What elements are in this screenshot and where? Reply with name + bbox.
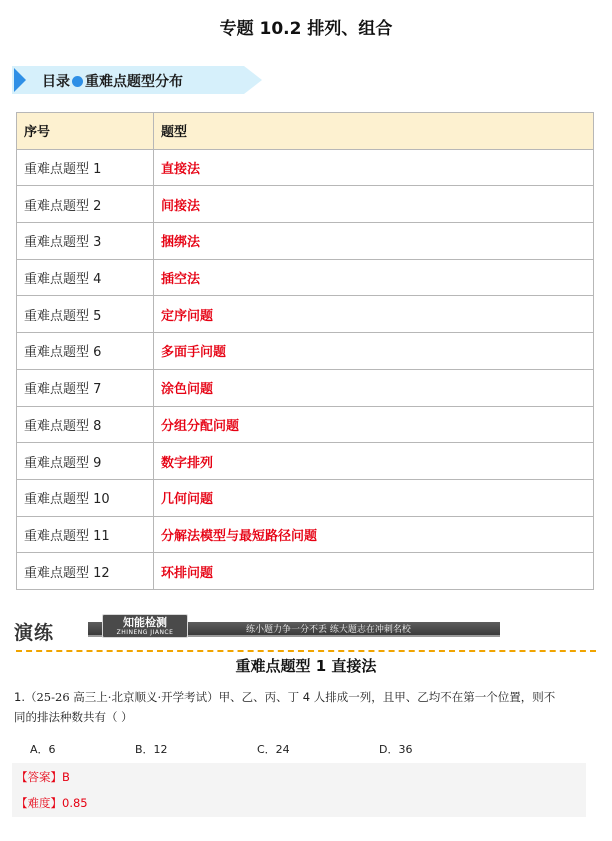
toc-label-suffix: 重难点题型分布 xyxy=(85,74,183,90)
toc-topic-cell: 分组分配问题 xyxy=(154,406,594,443)
toc-index-cell: 重难点题型 11 xyxy=(17,516,154,553)
toc-index-cell: 重难点题型 4 xyxy=(17,259,154,296)
toc-topic-cell: 分解法模型与最短路径问题 xyxy=(154,516,594,553)
difficulty-label: 【难度】 xyxy=(16,796,62,810)
table-row xyxy=(17,406,594,443)
toc-topic-cell: 环排问题 xyxy=(154,553,594,590)
question-source: （25-26 高三上·北京顺义·开学考试） xyxy=(24,690,219,704)
toc-index-cell: 重难点题型 1 xyxy=(17,149,154,186)
answer-box xyxy=(12,763,586,817)
table-row xyxy=(17,443,594,480)
question-line-1 xyxy=(14,687,598,707)
toc-index-cell: 重难点题型 9 xyxy=(17,443,154,480)
option-c: C．24 xyxy=(257,743,290,756)
question-text xyxy=(14,687,598,727)
toc-index-cell: 重难点题型 12 xyxy=(17,553,154,590)
toc-index-cell: 重难点题型 8 xyxy=(17,406,154,443)
toc-index-cell: 重难点题型 10 xyxy=(17,479,154,516)
toc-banner xyxy=(12,66,262,94)
document-title: 专题 10.2 排列、组合 xyxy=(219,19,393,39)
toc-header-topic: 题型 xyxy=(154,113,594,150)
option-d: D．36 xyxy=(379,743,413,756)
practice-tag-en: ZHINENG JIANCE xyxy=(116,629,174,636)
table-row xyxy=(17,479,594,516)
toc-index-cell: 重难点题型 5 xyxy=(17,296,154,333)
toc-topic-cell: 定序问题 xyxy=(154,296,594,333)
option-b: B．12 xyxy=(135,743,168,756)
question-number: 1. xyxy=(14,690,25,704)
practice-banner xyxy=(14,616,500,644)
table-row xyxy=(17,369,594,406)
table-row xyxy=(17,186,594,223)
question-line-2: 同的排法种数共有（ ） xyxy=(14,710,133,724)
practice-tag-zh: 知能检测 xyxy=(123,616,167,629)
difficulty-value: 0.85 xyxy=(62,796,88,810)
toc-index-cell: 重难点题型 7 xyxy=(17,369,154,406)
toc-topic-cell: 几何问题 xyxy=(154,479,594,516)
toc-topic-cell: 数字排列 xyxy=(154,443,594,480)
toc-topic-cell: 间接法 xyxy=(154,186,594,223)
answer-value: B xyxy=(62,770,70,784)
table-row xyxy=(17,333,594,370)
table-row xyxy=(17,149,594,186)
bullet-dot-icon xyxy=(72,76,83,87)
practice-big-text: 演练 xyxy=(14,622,55,644)
section-heading: 重难点题型 1 直接法 xyxy=(235,657,377,675)
toc-topic-cell: 插空法 xyxy=(154,259,594,296)
toc-index-cell: 重难点题型 3 xyxy=(17,223,154,260)
question-body-1: 甲、乙、丙、丁 4 人排成一列，且甲、乙均不在第一个位置，则不 xyxy=(218,690,556,704)
difficulty-row xyxy=(16,795,88,811)
toc-label-prefix: 目录 xyxy=(42,74,70,90)
practice-motto: 练小题力争一分不丢 练大题志在冲刺名校 xyxy=(246,625,411,635)
toc-topic-cell: 捆绑法 xyxy=(154,223,594,260)
table-row xyxy=(17,516,594,553)
practice-tag xyxy=(102,614,188,638)
option-a: A．6 xyxy=(30,743,56,756)
toc-topic-cell: 直接法 xyxy=(154,149,594,186)
toc-topic-cell: 涂色问题 xyxy=(154,369,594,406)
table-row xyxy=(17,259,594,296)
dashed-divider xyxy=(16,650,596,652)
toc-topic-cell: 多面手问题 xyxy=(154,333,594,370)
toc-header-index: 序号 xyxy=(17,113,154,150)
answer-label: 【答案】 xyxy=(16,770,62,784)
toc-table xyxy=(16,112,594,590)
table-row xyxy=(17,223,594,260)
toc-header-row xyxy=(17,113,594,150)
toc-banner-label xyxy=(42,71,183,91)
table-row xyxy=(17,296,594,333)
toc-index-cell: 重难点题型 2 xyxy=(17,186,154,223)
answer-row xyxy=(16,769,70,785)
toc-index-cell: 重难点题型 6 xyxy=(17,333,154,370)
table-row xyxy=(17,553,594,590)
